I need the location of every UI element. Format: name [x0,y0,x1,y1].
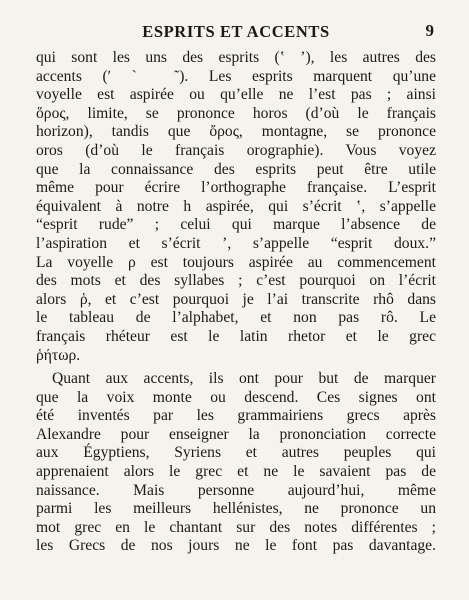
page-number: 9 [425,21,434,40]
text-line: Alexandre pour enseigner la prononciation correcte [36,425,436,443]
text-line: voyelle est aspirée ou qu’elle ne l’est pas ; ainsi [36,86,436,104]
paragraph-accents [36,370,436,556]
text-line: accents (ʹ ˋ ˜). Les esprits marquent qu’une [36,67,436,85]
text-line: ῥήτωρ. [36,346,81,364]
text-line: horizon), tandis que ὄρος, montagne, se prononce [36,123,436,141]
book-page [36,22,436,556]
text-line: qui sont les uns des esprits (ʽ ʼ), les autres des [36,49,436,66]
running-title: ESPRITS ET ACCENTS [142,22,330,41]
text-line: naissance. Mais personne aujourd’hui, même [36,481,436,499]
text-line: équivalent à notre h aspirée, qui s’écrit ʽ, s’appelle [36,197,436,215]
text-line: parmi les meilleurs hellénistes, ne prononce un [36,500,436,518]
page-header [36,22,436,44]
text-line: alors ῥ, et c’est pourquoi je l’ai transcrite rhô dans [36,290,436,308]
text-line: ὅρος, limite, se prononce horos (d’où le français [36,104,436,122]
text-line: l’aspiration et s’écrit ʼ, s’appelle “esprit doux.” [36,234,436,252]
text-line: que la voix monte ou descend. Ces signes ont [36,388,436,406]
text-line: le tableau de l’alphabet, et non pas rô. Le [36,309,436,327]
text-line: oros (d’où le français orographie). Vous voyez [36,141,436,159]
text-line: que la connaissance des esprits peut être utile [36,160,436,178]
text-line: même pour écrire l’orthographe française. L’esprit [36,179,436,197]
text-line: Quant aux accents, ils ont pour but de marquer [52,370,436,388]
text-line: des mots et des syllabes ; c’est pourquoi on l’écrit [36,272,436,290]
paragraph-esprits [36,49,436,365]
text-line: les Grecs de nos jours ne le font pas davantage. [36,537,436,555]
text-line: aux Égyptiens, Syriens et autres peuples qui [36,444,436,462]
text-line: français rhéteur est le latin rhetor et le grec [36,327,436,345]
text-line: La voyelle ρ est toujours aspirée au commencement [36,253,436,271]
text-line: été inventés par les grammairiens grecs après [36,407,436,425]
text-line: “esprit rude” ; celui qui marque l’absence de [36,216,436,234]
text-line: mot grec en le chantant sur des notes différentes ; [36,518,436,536]
text-line: apprenaient alors le grec et ne le savaient pas de [36,463,436,481]
